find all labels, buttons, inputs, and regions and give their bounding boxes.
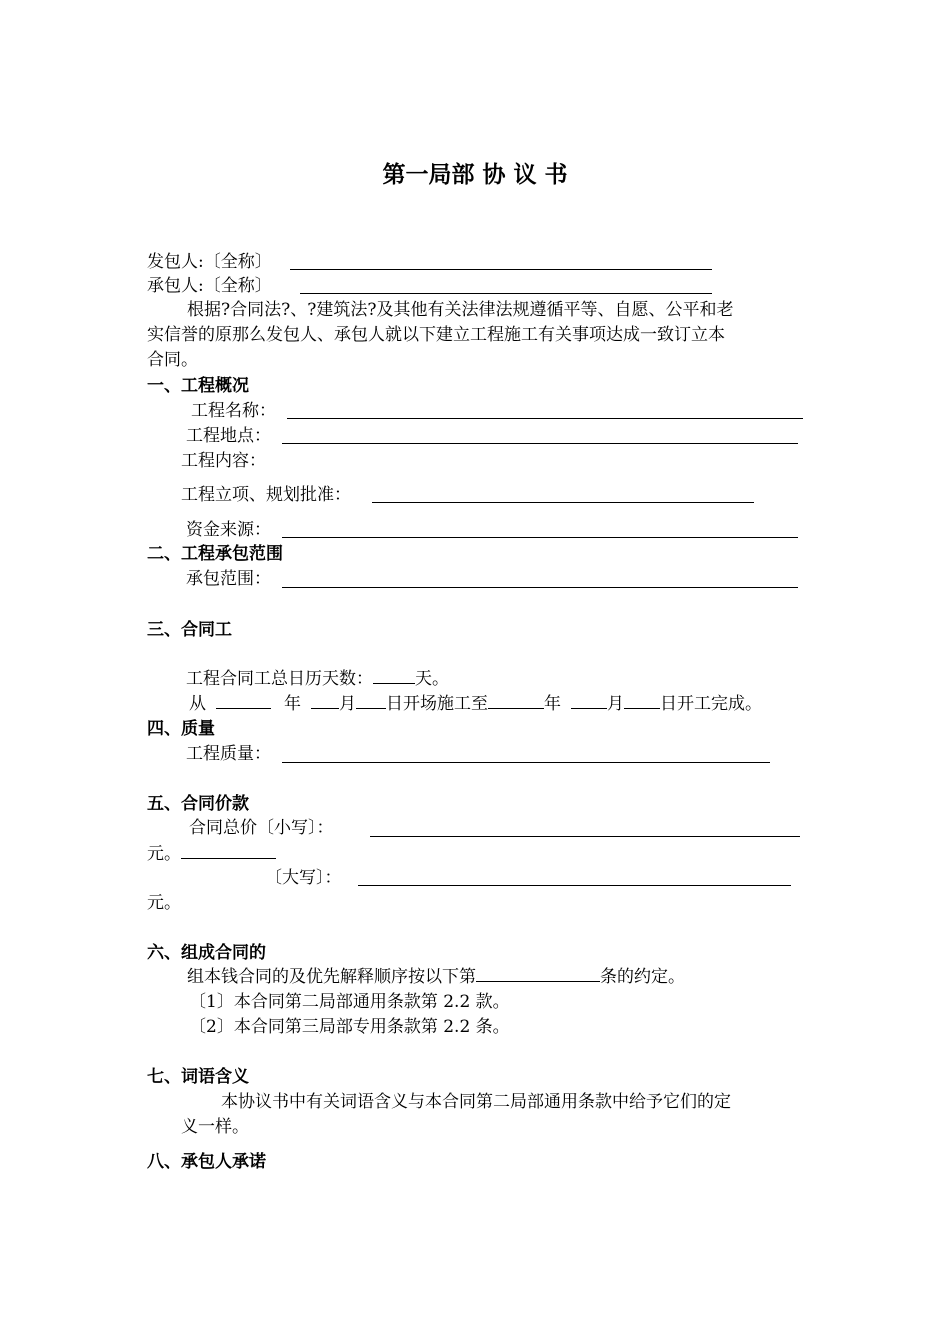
yuan-label-2: 元。 (147, 893, 181, 913)
order-item-2: 〔2〕本合同第三局部专用条款第 2.2 条。 (189, 1017, 510, 1037)
section-1-heading: 一、工程概况 (147, 376, 249, 396)
total-days-label: 工程合同工总日历天数： (186, 669, 373, 689)
project-location-line (282, 443, 798, 444)
end-year-blank (488, 692, 544, 709)
definitions-line-1: 本协议书中有关词语含义与本合同第二局部通用条款中给予它们的定 (221, 1092, 731, 1112)
order-line (187, 965, 685, 989)
section-3-heading: 三、合同工 (147, 620, 232, 640)
project-location-label: 工程地点： (186, 426, 271, 446)
end-month-label: 月 (607, 694, 624, 714)
quality-label: 工程质量： (186, 744, 271, 764)
days-unit: 天。 (415, 669, 449, 689)
section-5-heading: 五、合同价款 (147, 794, 249, 814)
start-month-blank (311, 692, 339, 709)
start-day-blank (356, 692, 386, 709)
price-big-label: 〔大写〕： (265, 868, 342, 888)
project-name-label: 工程名称： (191, 401, 276, 421)
price-small-label: 合同总价〔小写〕： (189, 818, 334, 838)
definitions-line-2: 义一样。 (181, 1117, 249, 1137)
price-big-line (358, 885, 791, 886)
employer-label: 发包人:〔全称〕 (147, 252, 272, 272)
order-suffix: 条的约定。 (600, 967, 685, 987)
order-item-1: 〔1〕本合同第二局部通用条款第 2.2 款。 (189, 992, 510, 1012)
employer-fill-line (290, 269, 712, 270)
price-small-line (370, 836, 800, 837)
start-month-label: 月 (339, 694, 356, 714)
funding-label: 资金来源： (186, 520, 271, 540)
start-year-blank (216, 692, 271, 709)
preamble-line-1: 根据?合同法?、?建筑法?及其他有关法律法规遵循平等、自愿、公平和老 (187, 300, 734, 320)
section-2-heading: 二、工程承包范围 (147, 544, 283, 564)
end-day-blank (624, 692, 660, 709)
section-4-heading: 四、质量 (147, 719, 215, 739)
end-month-blank (571, 692, 607, 709)
quality-line (282, 762, 770, 763)
contractor-fill-line (300, 293, 712, 294)
contractor-label: 承包人:〔全称〕 (147, 276, 272, 296)
section-8-heading: 八、承包人承诺 (147, 1152, 266, 1172)
total-days-line (186, 667, 449, 691)
document-title: 第一局部 协 议 书 (382, 162, 568, 188)
schedule-line (189, 692, 762, 716)
order-intro: 组本钱合同的及优先解释顺序按以下第 (187, 967, 476, 987)
from-label: 从 (189, 694, 206, 714)
start-text: 日开场施工至 (386, 694, 488, 714)
days-blank (373, 667, 415, 684)
scope-label: 承包范围： (186, 569, 271, 589)
preamble-line-3: 合同。 (147, 350, 198, 370)
approval-label: 工程立项、规划批准： (181, 485, 351, 505)
price-small-blank (181, 842, 276, 859)
approval-line (372, 502, 754, 503)
start-year-label: 年 (284, 694, 301, 714)
order-blank (476, 965, 600, 982)
yuan-line-1 (147, 842, 276, 866)
end-text: 日开工完成。 (660, 694, 762, 714)
yuan-label-1: 元。 (147, 844, 181, 864)
end-year-label: 年 (544, 694, 561, 714)
project-content-label: 工程内容： (181, 451, 266, 471)
preamble-line-2: 实信誉的原那么发包人、承包人就以下建立工程施工有关事项达成一致订立本 (147, 325, 725, 345)
scope-line (282, 587, 798, 588)
section-6-heading: 六、组成合同的 (147, 943, 266, 963)
funding-line (282, 537, 798, 538)
project-name-line (287, 418, 803, 419)
section-7-heading: 七、词语含义 (147, 1067, 249, 1087)
